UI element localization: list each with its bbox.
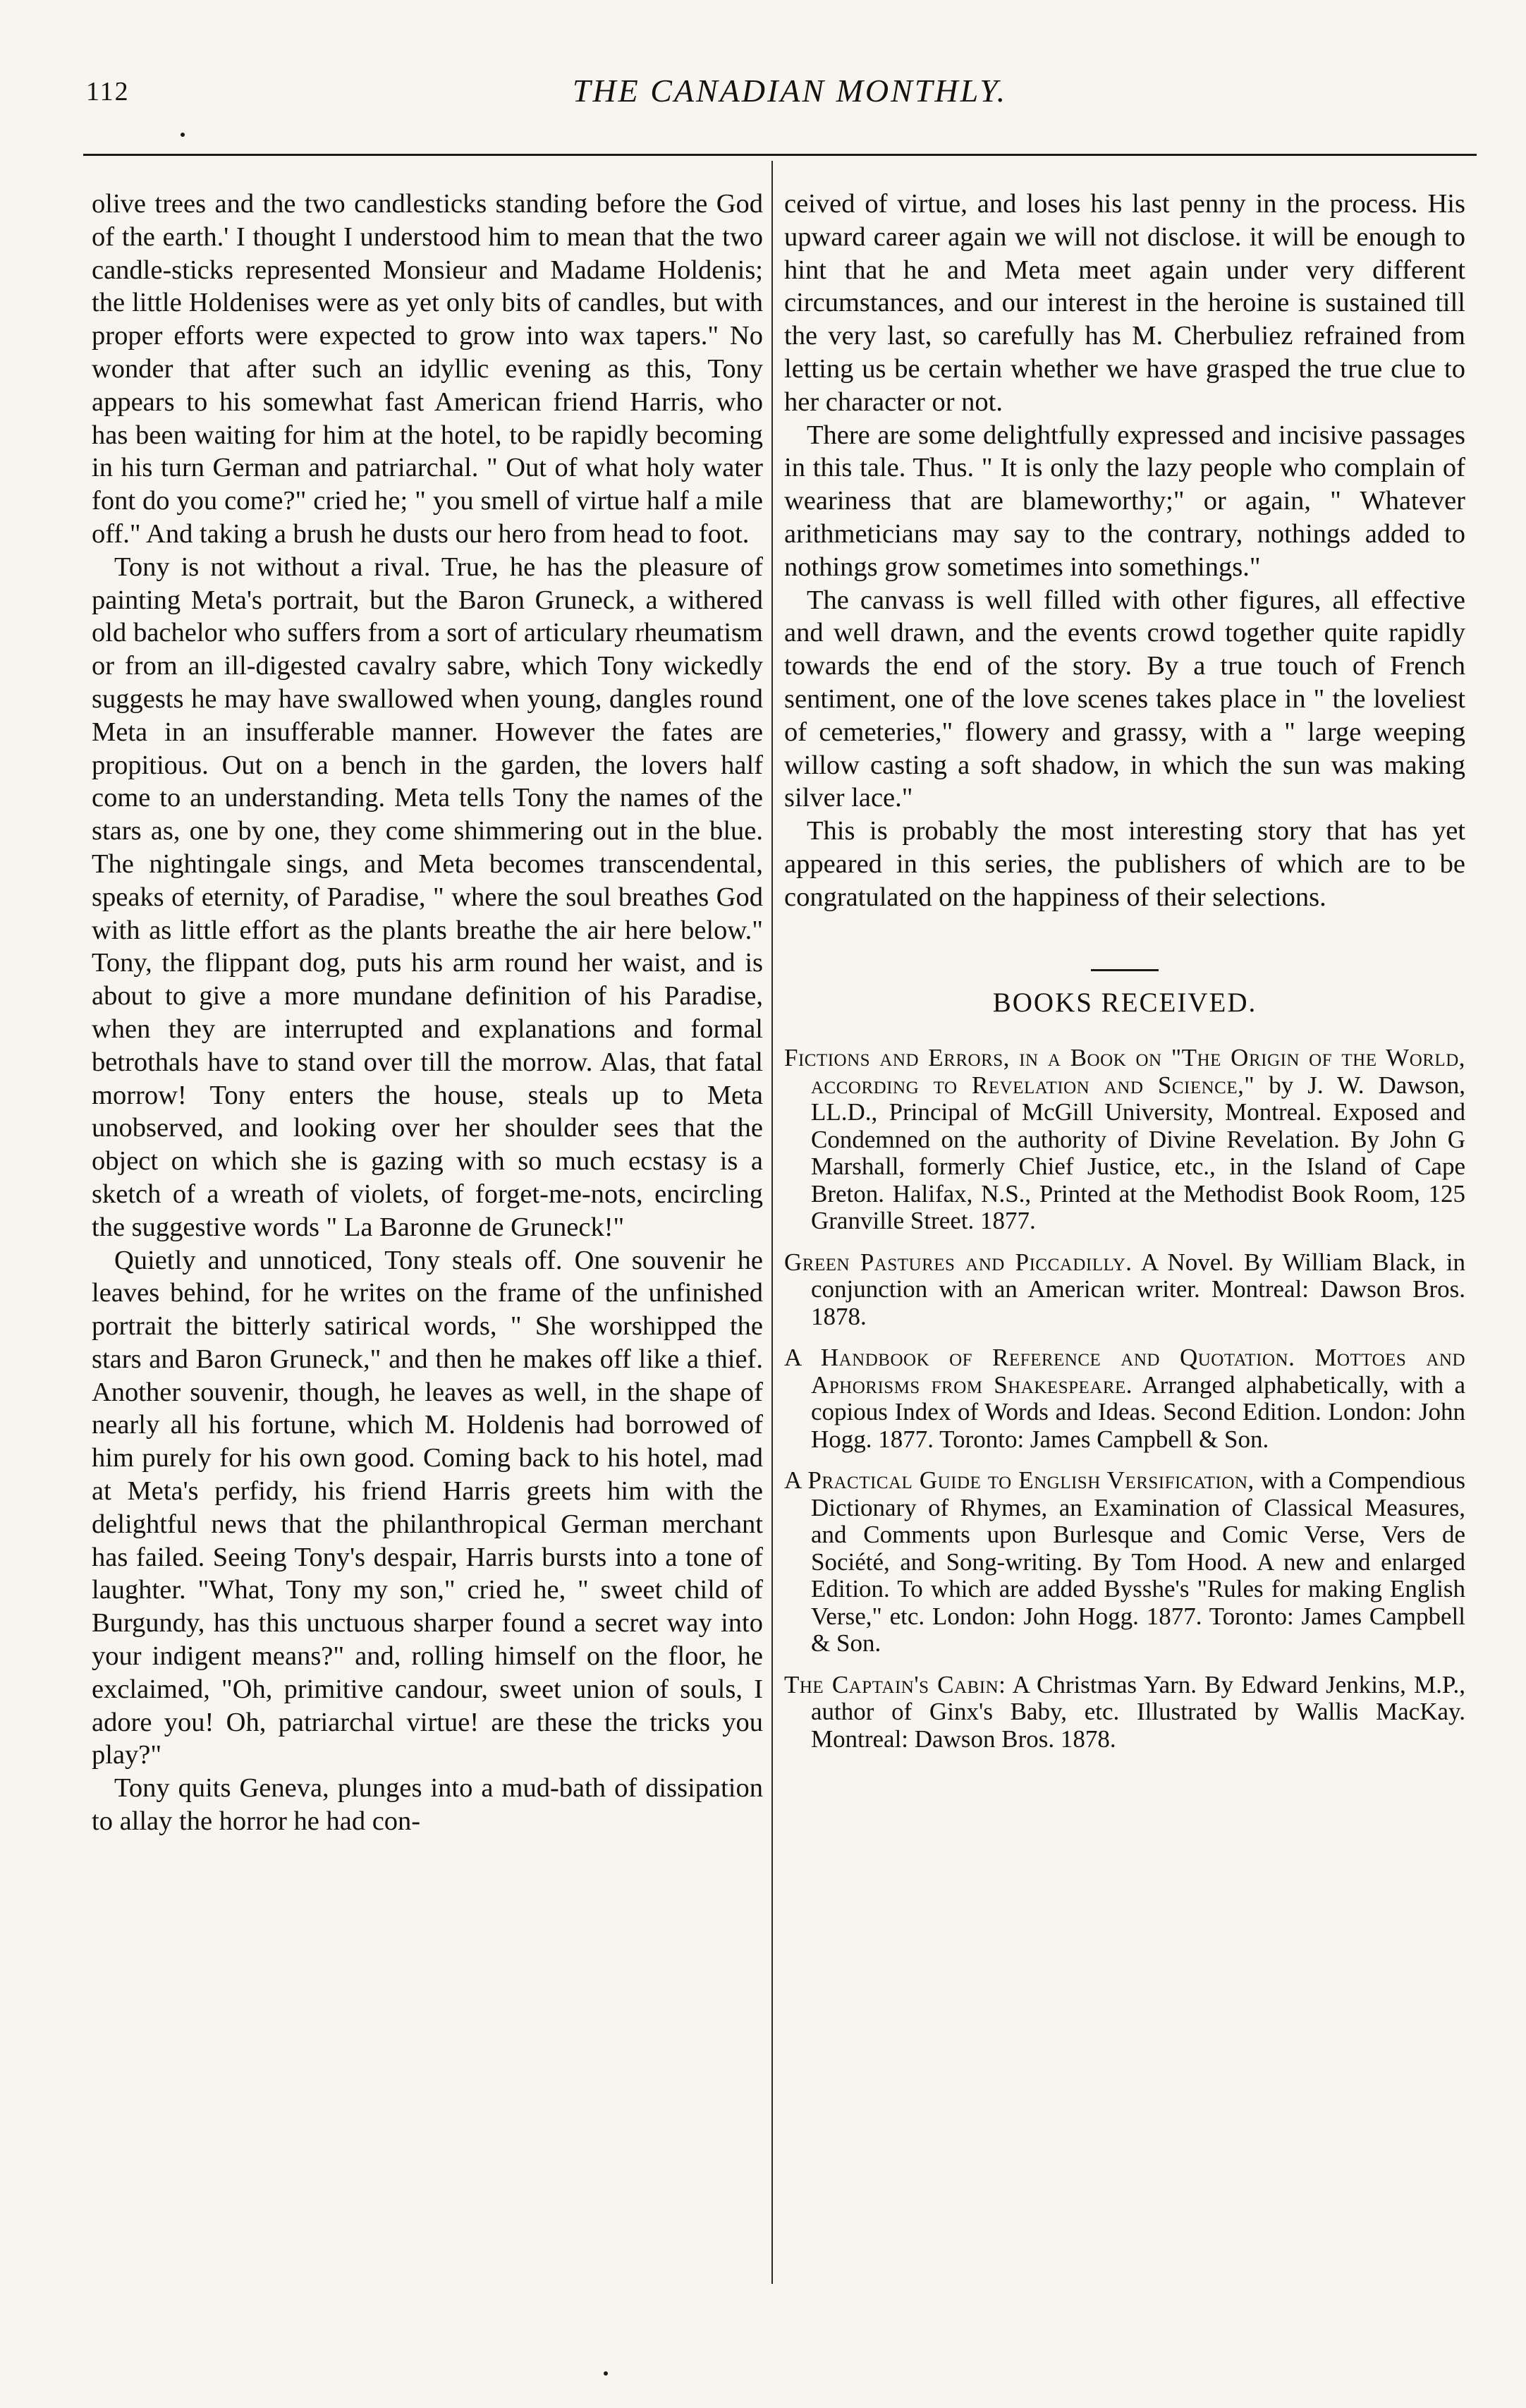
- body-paragraph: This is probably the most interesting story that has yet appeared in this series, the publishers of which are to be congratulated on the happiness of their selections.: [784, 816, 1465, 912]
- right-column: [784, 188, 1465, 1767]
- header-rule: [83, 154, 1477, 156]
- book-entry: [784, 1467, 1465, 1658]
- book-title: Green Pastures and Piccadilly.: [784, 1248, 1133, 1276]
- left-column: [92, 188, 763, 1838]
- body-paragraph: olive trees and the two candlesticks standing before the God of the earth.' I thought I understood him to mean that the two candle-sticks represented Monsieur and Madame Holdenis; the little Holdenises were as yet only bits of candles, but with proper efforts were expected to grow into wax tapers." No wonder that after such an idyllic evening as this, Tony appears to his somewhat fast American friend Harris, who has been waiting for him at the hotel, to be rapidly becoming in his turn German and patriarchal. " Out of what holy water font do you come?" cried he; " you smell of virtue half a mile off." And taking a brush he dusts our hero from head to foot.: [92, 189, 763, 549]
- body-paragraph: Tony is not without a rival. True, he has the pleasure of painting Meta's portrait, but the Baron Gruneck, a withered old bachelor who suffers from a sort of articulary rheumatism or from an ill-digested cavalry sabre, which Tony wickedly suggests he may have swallowed when young, dangles round Meta in an insufferable manner. However the fates are propitious. Out on a bench in the garden, the lovers half come to an understanding. Meta tells Tony the names of the stars as, one by one, they come shimmering out in the blue. The nightingale sings, and Meta becomes transcendental, speaks of eternity, of Paradise, " where the soul breathes God with as little effort as the plants breathe the air here below." Tony, the flippant dog, puts his arm round her waist, and is about to give a more mundane definition of his Paradise, when they are interrupted and explanations and formal betrothals have to stand over till the morrow. Alas, that fatal morrow! Tony enters the house, steals up to Meta unobserved, and looking over her shoulder sees that the object on which she is gazing with so much ecstasy is a sketch of a wreath of violets, of forget-me-nots, encircling the suggestive words " La Baronne de Gruneck!": [92, 552, 763, 1242]
- print-speck: [604, 2371, 608, 2376]
- section-separator: [1091, 969, 1159, 971]
- page-header: [0, 0, 1526, 141]
- running-title: THE CANADIAN MONTHLY.: [572, 73, 1008, 109]
- body-paragraph: Quietly and unnoticed, Tony steals off. One souvenir he leaves behind, for he writes on the frame of the unfinished portrait the bitterly satirical words, " She worshipped the stars and Baron Gruneck," and then he makes off like a thief. Another souvenir, though, he leaves as well, in the shape of nearly all his fortune, which M. Holdenis had borrowed of him purely for his own good. Coming back to his hotel, mad at Meta's perfidy, his friend Harris greets him with the delightful news that the philanthropical German merchant has failed. Seeing Tony's despair, Harris bursts into a tone of laughter. "What, Tony my son," cried he, " sweet child of Burgundy, has this unctuous sharper found a secret way into your indigent means?" and, rolling himself on the floor, he exclaimed, "Oh, primitive candour, sweet union of souls, I adore you! Oh, patriarchal virtue! are these the tricks you play?": [92, 1245, 763, 1770]
- body-paragraph: There are some delightfully expressed and incisive passages in this tale. Thus. " It is only the lazy people who complain of weariness that are blameworthy;" or again, " Whatever arithmeticians may say to the contrary, nothings added to nothings grow sometimes into somethings.": [784, 420, 1465, 582]
- book-details: Arranged alphabetically, with a copious Index of Words and Ideas. Second Edition. London: John Hogg. 1877. Toronto: James Campbell & Son.: [811, 1370, 1465, 1453]
- book-title: The Captain's Cabin:: [784, 1670, 1006, 1698]
- body-paragraph: The canvass is well filled with other figures, all effective and well drawn, and the events crowd together quite rapidly towards the end of the story. By a true touch of French sentiment, one of the love scenes takes place in " the loveliest of cemeteries," flowery and grassy, with a " large weeping willow casting a soft shadow, in which the sun was making silver lace.": [784, 585, 1465, 813]
- book-entry: [784, 1249, 1465, 1331]
- body-paragraph: ceived of virtue, and loses his last penny in the process. His upward career again we will not disclose. it will be enough to hint that he and Meta meet again under very different circumstances, and our interest in the heroine is sustained till the very last, so carefully has M. Cherbuliez refrained from letting us be certain whether we have grasped the true clue to her character or not.: [784, 189, 1465, 417]
- print-speck: [181, 133, 185, 137]
- book-details: A Christmas Yarn. By Edward Jenkins, M.P., author of Ginx's Baby, etc. Illustrated by Wallis MacKay. Montreal: Dawson Bros. 1878.: [811, 1670, 1465, 1753]
- column-divider: [771, 161, 773, 2284]
- book-title: Fictions and Errors, in a Book on "The Origin of the World, according to Revelation and Science,": [784, 1044, 1466, 1099]
- page-number: 112: [86, 77, 130, 107]
- book-title: A Practical Guide to English Versification,: [784, 1466, 1255, 1495]
- book-entry: [784, 1045, 1465, 1235]
- book-title: A Handbook of Reference and Quotation. Mottoes and Aphorisms from Shakespeare.: [784, 1344, 1465, 1399]
- book-entry: [784, 1672, 1465, 1753]
- book-details: with a Compendious Dictionary of Rhymes, an Examination of Classical Measures, and Comments upon Burlesque and Comic Verse, Vers de Société, and Song-writing. By Tom Hood. A new and enlarged Edition. To which are added Bysshe's "Rules for making English Verse," etc. London: John Hogg. 1877. Toronto: James Campbell & Son.: [811, 1466, 1465, 1658]
- book-details: by J. W. Dawson, LL.D., Principal of McGill University, Montreal. Exposed and Condemned on the authority of Divine Revelation. By John G Marshall, formerly Chief Justice, etc., in the Island of Cape Breton. Halifax, N.S., Printed at the Methodist Book Room, 125 Granville Street. 1877.: [811, 1071, 1465, 1235]
- book-details: A Novel. By William Black, in conjunction with an American writer. Montreal: Dawson Bros. 1878.: [811, 1248, 1465, 1330]
- body-paragraph: Tony quits Geneva, plunges into a mud-bath of dissipation to allay the horror he had con-: [92, 1773, 763, 1837]
- book-entry: [784, 1344, 1465, 1453]
- books-received-heading: BOOKS RECEIVED.: [992, 987, 1257, 1018]
